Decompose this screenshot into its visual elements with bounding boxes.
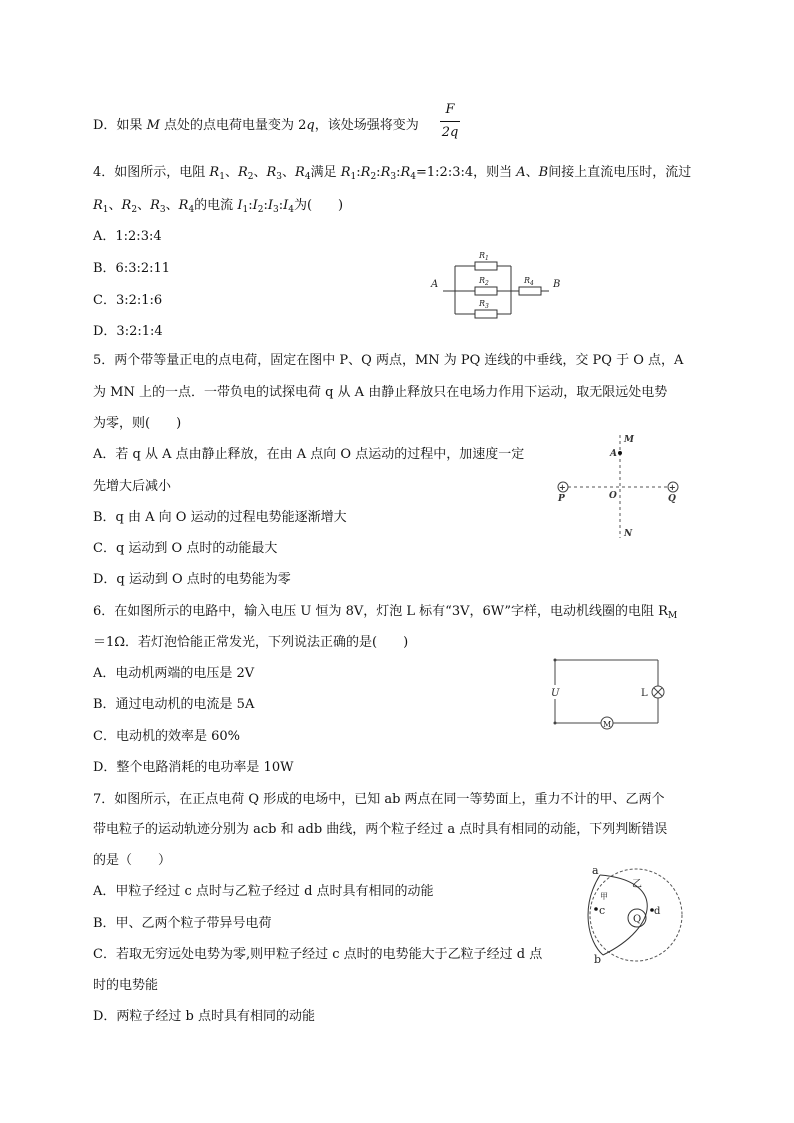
label-b: b <box>594 953 602 966</box>
q7-option-b: B．甲、乙两个粒子带异号电荷 <box>93 916 272 931</box>
q6-option-d: D．整个电路消耗的电功率是 10W <box>93 760 294 775</box>
q5-option-a: A．若 q 从 A 点由静止释放，在由 A 点向 O 点运动的过程中，加速度一定 <box>93 447 525 462</box>
label-b: B <box>553 279 561 290</box>
q4-circuit-diagram <box>425 243 575 323</box>
label-r: R <box>479 251 486 260</box>
plus-sign-q: + <box>669 482 676 492</box>
q7-option-c-cont: 时的电势能 <box>93 978 159 993</box>
q6-circuit-diagram <box>545 655 665 730</box>
q3-option-d <box>93 116 419 136</box>
q7-stem-line3: 的是（ ） <box>93 853 172 868</box>
a-symbol: A <box>516 165 526 180</box>
label-r2-sub: 2 <box>485 280 489 287</box>
sep: 、 <box>525 165 539 180</box>
i-symbol: I <box>267 198 273 213</box>
q7-stem-line1: 7．如图所示，在正点电荷 Q 形成的电场中，已知 ab 两点在同一等势面上，重力不计的甲、乙两个 <box>93 792 665 807</box>
label-u: U <box>551 688 560 699</box>
r-symbol: R <box>93 198 103 213</box>
motor-label-m: M <box>603 720 612 729</box>
r-symbol: R <box>295 165 305 180</box>
q4-stem-line1: 4．如图所示，电阻 $R_1$、$R_2$、$R_3$、$R_4$满足 $R_1:R_2:R_3:R_4=1:2:3:4$，则当 A、B间接上直流电压时，流过 <box>93 165 692 182</box>
q4-text: =1:2:3:4，则当 <box>416 165 517 180</box>
q3-optd-mid: 点处的点电荷电量变为 2 <box>159 118 307 133</box>
label-o: O <box>609 491 617 501</box>
r-symbol: R <box>237 165 248 180</box>
label-r1-sub: 1 <box>485 255 489 262</box>
i-symbol: I <box>252 198 258 213</box>
point-a <box>618 451 622 455</box>
q7-option-c: C．若取无穷远处电势为零,则甲粒子经过 c 点时的电势能大于乙粒子经过 d 点 <box>93 947 543 962</box>
q4-text: 间接上直流电压时，流过 <box>548 165 692 180</box>
label-p: P <box>558 494 565 504</box>
label-yi: 乙 <box>632 879 642 890</box>
q4-option-a: A．1:2:3:4 <box>93 229 162 244</box>
q4-stem-line2: $R_1$、$R_2$、$R_3$、$R_4$的电流 $I_1:I_2:I_3:I_4$为( ) <box>93 198 344 215</box>
r-symbol: R <box>150 198 160 213</box>
q3-fraction <box>440 100 460 143</box>
sep: 、 <box>224 165 238 180</box>
q7-option-a: A．甲粒子经过 c 点时与乙粒子经过 d 点时具有相同的动能 <box>93 884 434 899</box>
q6-option-b: B．通过电动机的电流是 5A <box>93 697 255 712</box>
sep: 、 <box>253 165 267 180</box>
q3-optd-text: D．如果 <box>93 118 147 133</box>
q5-stem-line1: 5．两个带等量正电的点电荷，固定在图中 P、Q 两点，MN 为 PQ 连线的中垂线，交 PQ 于 O 点，A <box>93 353 684 368</box>
q3-optd-m: M <box>146 118 160 133</box>
q5-field-diagram <box>548 430 688 545</box>
label-c: c <box>599 904 606 917</box>
q5-stem-line2: 为 MN 上的一点．一带负电的试探电荷 q 从 A 由静止释放只在电场力作用下运动，取无限远处电势 <box>93 385 668 400</box>
q7-trajectory-diagram <box>580 862 680 967</box>
q4-text: 满足 <box>310 165 341 180</box>
label-d: d <box>654 906 661 917</box>
label-a: A <box>431 279 439 290</box>
r-symbol: R <box>400 165 411 180</box>
r-symbol: R <box>360 165 371 180</box>
label-r4-sub: 4 <box>530 280 534 287</box>
label-r: R <box>479 299 486 308</box>
q4-option-c: C．3:2:1:6 <box>93 293 163 308</box>
label-l: L <box>641 688 648 699</box>
label-jia: 甲 <box>600 892 608 901</box>
sep: 、 <box>137 198 151 213</box>
sep: 、 <box>108 198 122 213</box>
sep: 、 <box>165 198 179 213</box>
q4-option-d: D．3:2:1:4 <box>93 324 163 339</box>
label-a: a <box>592 864 599 877</box>
q7-stem-line2: 带电粒子的运动轨迹分别为 acb 和 adb 曲线，两个粒子经过 a 点时具有相同的动能，下列判断错误 <box>93 822 668 837</box>
r-symbol: R <box>121 198 132 213</box>
b-symbol: B <box>538 165 549 180</box>
q4-option-b: B．6:3:2:11 <box>93 261 171 276</box>
q6-rm-sub: M <box>667 611 678 621</box>
svg-text:R4 <box>523 276 534 287</box>
label-q: Q <box>668 494 676 504</box>
fraction-bar <box>440 121 460 122</box>
fraction-numerator: F <box>445 102 455 117</box>
i-symbol: I <box>237 198 243 213</box>
q6-text: 6．在如图所示的电路中，输入电压 U 恒为 8V，灯泡 L 标有“3V，6W”字样，电动机线圈的电阻 R <box>93 604 668 619</box>
r-symbol: R <box>209 165 220 180</box>
label-n: N <box>624 529 633 539</box>
label-r: R <box>479 276 486 285</box>
q5-option-b: B．q 由 A 向 O 运动的过程电势能逐渐增大 <box>93 510 347 525</box>
q5-option-a-cont: 先增大后减小 <box>93 479 172 494</box>
r-symbol: R <box>380 165 391 180</box>
r-symbol: R <box>178 198 189 213</box>
q6-stem-line1 <box>93 602 677 626</box>
q6-option-a: A．电动机两端的电压是 2V <box>93 666 255 681</box>
q3-optd-post: ，该处场强将变为 <box>314 118 419 133</box>
svg-text:R1 <box>478 251 489 262</box>
q6-stem-line2: ＝1Ω．若灯泡恰能正常发光，下列说法正确的是( ) <box>93 635 409 650</box>
r-symbol: R <box>340 165 351 180</box>
q6-option-c: C．电动机的效率是 60% <box>93 729 240 744</box>
q5-option-c: C．q 运动到 O 点时的动能最大 <box>93 541 278 556</box>
label-r: R <box>524 276 531 285</box>
q5-stem-line3: 为零，则( ) <box>93 416 182 431</box>
q3-optd-q: q <box>306 118 315 133</box>
r-symbol: R <box>266 165 277 180</box>
plus-sign-p: + <box>559 482 566 492</box>
label-m: M <box>624 435 634 445</box>
q5-option-d: D．q 运动到 O 点时的电势能为零 <box>93 572 291 587</box>
label-r3-sub: 3 <box>485 303 489 310</box>
svg-text:R2 <box>478 276 489 287</box>
q4-text: 的电流 <box>194 198 238 213</box>
label-q: Q <box>633 914 642 925</box>
q4-text: 4．如图所示，电阻 <box>93 165 210 180</box>
label-a: A <box>610 449 617 459</box>
q4-text: 为( ) <box>293 198 344 213</box>
i-symbol: I <box>283 198 289 213</box>
fraction-denominator: 2q <box>441 125 459 140</box>
sep: 、 <box>282 165 296 180</box>
q7-option-d: D．两粒子经过 b 点时具有相同的动能 <box>93 1009 316 1024</box>
svg-text:R3 <box>478 299 489 310</box>
